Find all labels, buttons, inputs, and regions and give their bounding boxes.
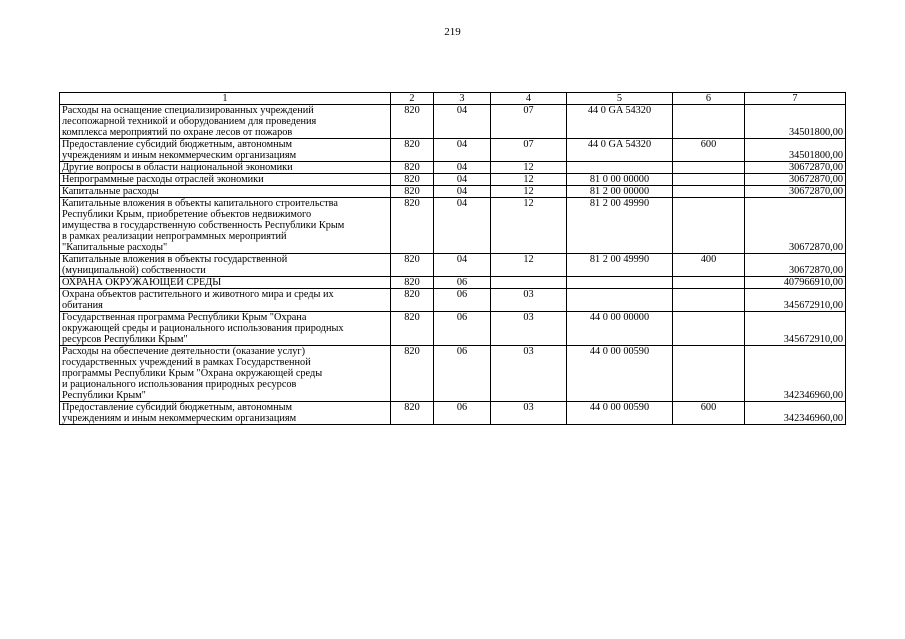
row-description: Непрограммные расходы отраслей экономики [60, 174, 391, 186]
table-row [60, 312, 846, 346]
column-header: 1 [60, 93, 391, 105]
table-row [60, 162, 846, 174]
row-amount: 342346960,00 [745, 346, 846, 402]
row-admin-code: 820 [391, 162, 434, 174]
row-description: Охрана объектов растительного и животного мира и среды их обитания [60, 289, 391, 312]
page-number: 219 [444, 26, 461, 38]
row-description: Расходы на обеспечение деятельности (оказание услуг) государственных учреждений в рамках Государственной программы Республики Крым "Охрана окружающей среды и рационального использования природных ресурсов Республики Крым" [60, 346, 391, 402]
row-section-code: 06 [434, 312, 491, 346]
row-target-code: 81 2 00 49990 [567, 198, 673, 254]
row-section-code: 06 [434, 289, 491, 312]
row-amount: 342346960,00 [745, 402, 846, 425]
row-subsection-code: 03 [491, 402, 567, 425]
row-amount: 30672870,00 [745, 162, 846, 174]
table-row [60, 174, 846, 186]
row-subsection-code: 07 [491, 105, 567, 139]
row-admin-code: 820 [391, 289, 434, 312]
row-amount: 34501800,00 [745, 105, 846, 139]
row-target-code: 44 0 00 00590 [567, 346, 673, 402]
row-section-code: 04 [434, 186, 491, 198]
table-row [60, 105, 846, 139]
row-section-code: 04 [434, 198, 491, 254]
row-description: ОХРАНА ОКРУЖАЮЩЕЙ СРЕДЫ [60, 277, 391, 289]
row-target-code: 81 0 00 00000 [567, 174, 673, 186]
row-target-code [567, 162, 673, 174]
row-subsection-code: 12 [491, 254, 567, 277]
row-amount: 34501800,00 [745, 139, 846, 162]
row-admin-code: 820 [391, 105, 434, 139]
column-header: 5 [567, 93, 673, 105]
row-target-code [567, 277, 673, 289]
row-expense-type [673, 105, 745, 139]
row-expense-type [673, 289, 745, 312]
row-subsection-code: 12 [491, 186, 567, 198]
row-section-code: 06 [434, 402, 491, 425]
row-section-code: 04 [434, 162, 491, 174]
row-section-code: 06 [434, 346, 491, 402]
table-row [60, 346, 846, 402]
row-target-code: 81 2 00 49990 [567, 254, 673, 277]
row-target-code: 44 0 GA 54320 [567, 105, 673, 139]
table-row [60, 277, 846, 289]
row-description: Капитальные вложения в объекты капитального строительства Республики Крым, приобретение объектов недвижимого имущества в государственную собственность Республики Крым в рамках реализации непрограммных мероприятий "Капитальные расходы" [60, 198, 391, 254]
row-subsection-code: 12 [491, 198, 567, 254]
row-description: Капитальные расходы [60, 186, 391, 198]
row-expense-type [673, 174, 745, 186]
row-admin-code: 820 [391, 312, 434, 346]
column-header: 4 [491, 93, 567, 105]
column-header: 2 [391, 93, 434, 105]
row-target-code: 44 0 00 00000 [567, 312, 673, 346]
row-admin-code: 820 [391, 254, 434, 277]
row-amount: 345672910,00 [745, 312, 846, 346]
table-row [60, 402, 846, 425]
table-row [60, 289, 846, 312]
row-admin-code: 820 [391, 198, 434, 254]
row-description: Расходы на оснащение специализированных учреждений лесопожарной техникой и оборудованием для проведения комплекса мероприятий по охране лесов от пожаров [60, 105, 391, 139]
row-target-code: 44 0 GA 54320 [567, 139, 673, 162]
row-section-code: 04 [434, 174, 491, 186]
column-header: 6 [673, 93, 745, 105]
row-description: Предоставление субсидий бюджетным, автономным учреждениям и иным некоммерческим организациям [60, 402, 391, 425]
row-expense-type [673, 198, 745, 254]
row-subsection-code: 03 [491, 312, 567, 346]
row-target-code: 44 0 00 00590 [567, 402, 673, 425]
table-row [60, 198, 846, 254]
row-section-code: 04 [434, 105, 491, 139]
row-expense-type [673, 162, 745, 174]
header-row [60, 93, 846, 105]
row-section-code: 04 [434, 139, 491, 162]
row-description: Капитальные вложения в объекты государственной (муниципальной) собственности [60, 254, 391, 277]
row-section-code: 04 [434, 254, 491, 277]
row-admin-code: 820 [391, 139, 434, 162]
row-description: Предоставление субсидий бюджетным, автономным учреждениям и иным некоммерческим организациям [60, 139, 391, 162]
row-subsection-code: 07 [491, 139, 567, 162]
row-admin-code: 820 [391, 186, 434, 198]
row-amount: 30672870,00 [745, 186, 846, 198]
row-subsection-code: 12 [491, 174, 567, 186]
row-expense-type [673, 346, 745, 402]
row-expense-type [673, 277, 745, 289]
row-admin-code: 820 [391, 346, 434, 402]
row-subsection-code [491, 277, 567, 289]
row-admin-code: 820 [391, 402, 434, 425]
column-header: 3 [434, 93, 491, 105]
table-row [60, 139, 846, 162]
row-expense-type: 600 [673, 139, 745, 162]
row-subsection-code: 03 [491, 289, 567, 312]
row-expense-type: 600 [673, 402, 745, 425]
row-expense-type: 400 [673, 254, 745, 277]
row-amount: 345672910,00 [745, 289, 846, 312]
row-expense-type [673, 312, 745, 346]
column-header: 7 [745, 93, 846, 105]
row-amount: 30672870,00 [745, 174, 846, 186]
table-row [60, 254, 846, 277]
row-description: Другие вопросы в области национальной экономики [60, 162, 391, 174]
row-target-code: 81 2 00 00000 [567, 186, 673, 198]
row-target-code [567, 289, 673, 312]
row-amount: 30672870,00 [745, 198, 846, 254]
table-row [60, 186, 846, 198]
row-amount: 407966910,00 [745, 277, 846, 289]
row-expense-type [673, 186, 745, 198]
budget-table [59, 92, 846, 425]
row-section-code: 06 [434, 277, 491, 289]
row-subsection-code: 03 [491, 346, 567, 402]
row-admin-code: 820 [391, 277, 434, 289]
row-description: Государственная программа Республики Крым "Охрана окружающей среды и рационального использования природных ресурсов Республики Крым" [60, 312, 391, 346]
row-subsection-code: 12 [491, 162, 567, 174]
row-amount: 30672870,00 [745, 254, 846, 277]
row-admin-code: 820 [391, 174, 434, 186]
